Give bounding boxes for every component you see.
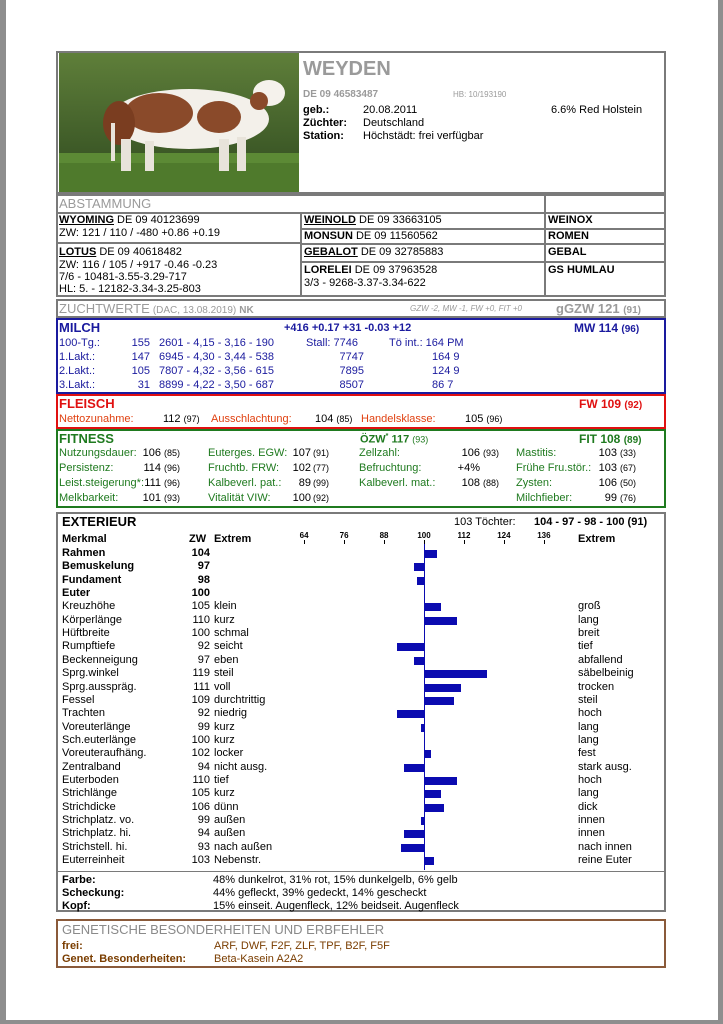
color-value: 48% dunkelrot, 31% rot, 15% dunkelgelb, 6% gelb	[213, 874, 458, 886]
trait-zw: 104	[191, 547, 210, 559]
ozw-sup: *	[385, 433, 389, 440]
zuchtwerte-title: ZUCHTWERTE	[59, 301, 150, 316]
fitness-reliability: (85)	[164, 448, 181, 458]
sire-dam-sire: ROMEN	[548, 230, 589, 242]
milk-row-label: 3.Lakt.:	[59, 379, 96, 391]
trait-name: Euterreinheit	[62, 854, 125, 867]
bull-photo	[59, 53, 299, 192]
trait-extreme-left: nicht ausg.	[214, 760, 268, 773]
fitness-value: 106	[142, 447, 161, 459]
trait-name: Sprg.winkel	[62, 667, 119, 680]
fitness-label: Euterges. EGW:	[208, 447, 288, 459]
station-label: Station:	[303, 130, 344, 142]
breed-share: 6.6% Red Holstein	[551, 104, 643, 116]
trait-extreme-left: Nebenstr.	[214, 854, 262, 867]
trait-name: Hüftbreite	[62, 627, 110, 640]
trait-extreme-right: steil	[578, 693, 598, 706]
trait-zw: 109	[191, 693, 210, 706]
trait-zw: 92	[197, 707, 210, 720]
trait-name: Kreuzhöhe	[62, 600, 116, 613]
trait-name: Sprg.ausspräg.	[62, 680, 137, 693]
trait-extreme-right: lang	[578, 613, 599, 626]
dam-name: LOTUS	[59, 246, 97, 258]
trait-zw: 105	[191, 787, 210, 800]
scale-tick-label: 88	[379, 531, 389, 540]
milk-row-stall: 8507	[339, 379, 364, 391]
trait-extreme-right: hoch	[578, 773, 602, 786]
fit-reliability: (89)	[623, 435, 642, 446]
trait-extreme-left: locker	[214, 747, 244, 760]
scale-tick-label: 100	[417, 531, 431, 540]
milk-value	[574, 321, 639, 335]
trait-extreme-right: innen	[578, 814, 605, 826]
trait-name: Rahmen	[62, 547, 106, 559]
trait-name: Strichplatz. hi.	[62, 827, 132, 840]
bull-name: WEYDEN	[303, 58, 391, 80]
carcass-rel: (85)	[336, 414, 353, 424]
trait-extreme-left: kurz	[214, 613, 235, 626]
trait-bar	[424, 684, 461, 692]
trait-extreme-left: durchtrittig	[214, 693, 266, 706]
fitness-reliability: (33)	[620, 448, 637, 458]
fitness-value: 99	[604, 492, 617, 504]
trait-extreme-left: kurz	[214, 733, 235, 746]
fitness-value: 102	[292, 462, 311, 474]
bull-id: DE 09 46583487	[303, 89, 379, 100]
meat-value	[579, 397, 642, 411]
trait-extreme-left: nach außen	[214, 840, 273, 853]
exterior-box	[56, 512, 666, 912]
trait-name: Voreuteraufhäng.	[62, 747, 147, 760]
trait-bar	[421, 724, 424, 732]
fitness-value: 101	[142, 492, 161, 504]
dam-dam-name: LORELEI	[304, 264, 352, 276]
fitness-reliability: (67)	[620, 463, 637, 473]
free-value: ARF, DWF, F2F, ZLF, TPF, B2F, F5F	[214, 940, 390, 952]
trait-name: Strichdicke	[62, 800, 116, 813]
trait-zw: 106	[191, 800, 210, 813]
trait-zw: 110	[192, 773, 210, 786]
trait-zw: 100	[191, 587, 210, 600]
trait-extreme-left: eben	[214, 653, 239, 666]
scale-tick	[384, 540, 385, 544]
ozw-value	[360, 433, 428, 446]
trait-name: Rumpftiefe	[62, 640, 116, 653]
fitness-label: Persistenz:	[59, 462, 114, 474]
sire-id: DE 09 40123699	[114, 214, 200, 226]
mw-reliability: (96)	[621, 324, 640, 335]
trait-extreme-right: dick	[578, 800, 598, 813]
sire-dam	[304, 230, 438, 242]
born-label: geb.:	[303, 104, 330, 116]
exterior-summary: 104 - 97 - 98 - 100 (91)	[534, 516, 648, 528]
trade-class-zw: 105	[465, 413, 484, 425]
trait-name: Strichplatz. vo.	[62, 814, 135, 826]
scale-tick	[544, 540, 545, 544]
fitness-value: 103	[598, 447, 617, 459]
special-label: Genet. Besonderheiten:	[62, 953, 187, 965]
fitness-label: Fruchtb. FRW:	[208, 462, 280, 474]
fitness-value: 106	[598, 477, 617, 489]
sire-sire-sire: WEINOX	[548, 214, 593, 226]
trait-extreme-left: außen	[214, 827, 246, 840]
trait-extreme-right: lang	[578, 787, 599, 800]
trait-zw: 99	[197, 720, 210, 733]
trait-name: Euter	[62, 587, 91, 600]
trait-bar	[424, 790, 441, 798]
fitness-label: Melkbarkeit:	[59, 492, 119, 504]
exterior-daughters: 103 Töchter:	[454, 516, 516, 528]
sire-dam-name: MONSUN	[304, 230, 353, 242]
trait-extreme-left: kurz	[214, 787, 235, 800]
genetics-title: GENETISCHE BESONDERHEITEN UND ERBFEHLER	[62, 922, 385, 937]
breeding-values-title	[59, 301, 254, 316]
trait-name: Euterboden	[62, 773, 119, 786]
trait-bar	[404, 830, 424, 838]
fitness-value: 114	[143, 462, 161, 474]
fitness-reliability: (93)	[164, 493, 181, 503]
free-label: frei:	[62, 940, 83, 952]
fitness-label: Mastitis:	[516, 447, 557, 459]
gzw-value: gGZW 121	[556, 301, 620, 316]
head-label: Kopf:	[62, 900, 91, 912]
fitness-reliability: (50)	[620, 478, 637, 488]
fitness-reliability: (77)	[313, 463, 330, 473]
page	[6, 0, 718, 1020]
trait-bar	[424, 697, 454, 705]
trait-extreme-right: innen	[578, 827, 605, 840]
trait-extreme-right: lang	[578, 733, 599, 746]
fitness-label: Zysten:	[516, 477, 553, 489]
trait-extreme-left: niedrig	[214, 707, 248, 720]
scale-tick	[304, 540, 305, 544]
trait-extreme-right: lang	[578, 720, 599, 733]
dam-breeding-values: ZW: 116 / 105 / +917 -0.46 -0.23	[59, 259, 218, 271]
spotting-label: Scheckung:	[62, 887, 125, 899]
scale-tick-label: 64	[299, 531, 309, 540]
trait-extreme-left: kurz	[214, 720, 235, 733]
trait-bar	[424, 804, 444, 812]
fitness-label: Kalbeverl. pat.:	[208, 477, 282, 489]
trait-name: Bemuskelung	[62, 560, 135, 573]
fit-number: FIT 108	[579, 432, 621, 446]
zuchtwerte-nk: NK	[239, 305, 254, 316]
fw-value: FW 109	[579, 397, 622, 411]
trait-extreme-left: steil	[214, 667, 234, 680]
gzw-detail: GZW -2, MW -1, FW +0, FIT +0	[410, 304, 523, 313]
fitness-value: 111	[144, 477, 161, 489]
scale-tick	[504, 540, 505, 544]
trait-zw: 97	[197, 560, 210, 573]
trait-extreme-right: hoch	[578, 707, 602, 720]
milk-row-label: 2.Lakt.:	[59, 365, 96, 377]
fitness-reliability: (92)	[313, 493, 330, 503]
trait-bar	[397, 643, 424, 651]
trait-extreme-left: klein	[214, 600, 237, 613]
fitness-label: Kalbeverl. mat.:	[359, 477, 436, 489]
fitness-reliability: (93)	[483, 448, 500, 458]
scale-tick-label: 112	[457, 531, 471, 540]
born-date: 20.08.2011	[363, 104, 418, 116]
trait-bar	[424, 550, 437, 558]
trait-bar	[414, 563, 424, 571]
milk-row-values: 8899 - 4,22 - 3,50 - 687	[159, 379, 274, 391]
trade-class-value	[465, 413, 502, 425]
milk-row-right: Tö int.: 164 PM	[389, 337, 464, 349]
dam-id: DE 09 40618482	[96, 246, 182, 258]
net-gain-zw: 112	[163, 413, 181, 425]
sire-sire-id: DE 09 33663105	[355, 214, 442, 226]
trait-name: Trachten	[62, 707, 106, 720]
spotting-value: 44% gefleckt, 39% gedeckt, 14% gescheckt	[213, 887, 427, 899]
trait-zw: 94	[197, 827, 210, 840]
dam-sire-name: GEBALOT	[304, 246, 358, 258]
trait-bar	[417, 577, 424, 585]
scale-tick	[464, 540, 465, 544]
net-gain-label: Nettozunahme:	[59, 413, 134, 425]
milk-row-stall: 7895	[339, 365, 364, 377]
trait-name: Zentralband	[62, 760, 121, 773]
net-gain-rel: (97)	[183, 414, 200, 424]
fitness-value: 107	[292, 447, 311, 459]
milk-row-values: 7807 - 4,32 - 3,56 - 615	[159, 365, 274, 377]
sire-breeding-values: ZW: 121 / 110 / -480 +0.86 +0.19	[59, 227, 221, 239]
milk-row-count: 105	[131, 365, 150, 377]
breeder-value: Deutschland	[363, 117, 425, 129]
carcass-label: Ausschlachtung:	[211, 413, 292, 425]
axis-100	[424, 544, 425, 870]
trait-name: Strichstell. hi.	[62, 840, 128, 853]
sire	[59, 214, 200, 226]
milk-row-label: 100-Tg.:	[59, 337, 100, 349]
trade-class-rel: (96)	[486, 414, 503, 424]
trait-zw: 100	[191, 627, 210, 640]
trait-bar	[424, 603, 441, 611]
sire-dam-id: DE 09 11560562	[352, 230, 438, 242]
gzw-total	[556, 301, 641, 316]
trait-bar	[421, 817, 424, 825]
trait-bar	[424, 617, 457, 625]
fitness-reliability: (88)	[483, 478, 500, 488]
col-extrem-right: Extrem	[578, 533, 616, 545]
carcass-value	[315, 413, 352, 425]
trait-zw: 103	[191, 854, 210, 867]
exterior-title: EXTERIEUR	[62, 514, 137, 529]
trait-extreme-right: reine Euter	[578, 854, 632, 867]
net-gain-value	[163, 413, 200, 425]
fitness-reliability: (91)	[313, 448, 330, 458]
station-value: Höchstädt: frei verfügbar	[363, 130, 484, 142]
dam-sire	[304, 246, 443, 258]
trait-name: Voreuterlänge	[62, 720, 131, 733]
sire-sire	[304, 214, 442, 226]
scale-tick-label: 76	[339, 531, 349, 540]
herdbook-number: HB: 10/193190	[453, 90, 507, 99]
trait-zw: 98	[197, 573, 210, 586]
trait-zw: 102	[191, 747, 210, 760]
dam	[59, 246, 182, 258]
fitness-reliability: (76)	[620, 493, 637, 503]
trait-extreme-left: außen	[214, 814, 246, 826]
color-label: Farbe:	[62, 874, 96, 886]
trait-bar	[424, 777, 457, 785]
trait-zw: 105	[191, 600, 210, 613]
fitness-title: FITNESS	[59, 431, 114, 446]
fitness-value: +4%	[457, 462, 480, 474]
trait-zw: 99	[197, 814, 210, 826]
fitness-label: Leist.steigerung*:	[59, 477, 144, 489]
dam-dam-sire: GS HUMLAU	[548, 264, 615, 276]
ozw-number: 117	[391, 433, 410, 446]
dam-lifetime: HL: 5. - 12182-3.34-3.25-803	[59, 283, 201, 295]
fitness-value: 103	[598, 462, 617, 474]
milk-summary: +416 +0.17 +31 -0.03 +12	[284, 322, 412, 334]
trade-class-label: Handelsklasse:	[361, 413, 436, 425]
dam-sire-id: DE 09 32785883	[357, 246, 444, 258]
trait-name: Körperlänge	[62, 613, 122, 626]
trait-zw: 111	[193, 680, 210, 693]
fitness-label: Frühe Fru.stör.:	[516, 462, 592, 474]
gzw-reliability: (91)	[623, 305, 641, 316]
dam-dam-id: DE 09 37963528	[351, 264, 438, 276]
scale-tick-label: 136	[537, 531, 551, 540]
trait-extreme-right: säbelbeinig	[578, 667, 634, 680]
dam-lactation-1: 7/6 - 10481-3.55-3.29-717	[59, 271, 187, 283]
special-value: Beta-Kasein A2A2	[214, 953, 304, 965]
trait-zw: 94	[197, 760, 210, 773]
meat-title: FLEISCH	[59, 396, 115, 411]
ozw-label: ÖZW	[360, 433, 386, 446]
dam-dam	[304, 264, 437, 276]
trait-extreme-left: dünn	[214, 800, 239, 813]
scale-tick-label: 124	[497, 531, 511, 540]
trait-extreme-right: abfallend	[578, 653, 623, 666]
trait-bar	[414, 657, 424, 665]
head-value: 15% einseit. Augenfleck, 12% beidseit. Augenfleck	[213, 900, 459, 912]
milk-row-count: 147	[131, 351, 150, 363]
fw-reliability: (92)	[624, 400, 643, 411]
fitness-value: 108	[461, 477, 480, 489]
trait-name: Sch.euterlänge	[62, 733, 136, 746]
fitness-label: Nutzungsdauer:	[59, 447, 137, 459]
trait-extreme-left: tief	[214, 773, 229, 786]
milk-row-count: 31	[137, 379, 150, 391]
trait-zw: 97	[197, 653, 210, 666]
pedigree-title: ABSTAMMUNG	[59, 196, 152, 211]
trait-name: Fessel	[62, 693, 95, 706]
fitness-reliability: (99)	[313, 478, 330, 488]
trait-bar	[424, 750, 431, 758]
milk-row-values: 2601 - 4,15 - 3,16 - 190	[159, 337, 274, 349]
trait-bar	[397, 710, 424, 718]
dam-dam-performance: 3/3 - 9268-3.37-3.34-622	[304, 277, 426, 289]
col-merkmal: Merkmal	[62, 533, 107, 545]
fitness-reliability: (96)	[164, 478, 181, 488]
trait-extreme-left: seicht	[214, 640, 243, 653]
trait-extreme-right: stark ausg.	[578, 760, 632, 773]
trait-bar	[404, 764, 424, 772]
milk-row-right: 86 7	[432, 379, 454, 391]
milk-row-stall: Stall: 7746	[306, 337, 358, 349]
trait-zw: 100	[191, 733, 210, 746]
trait-bar	[424, 857, 434, 865]
trait-zw: 92	[197, 640, 210, 653]
ozw-reliability: (93)	[412, 434, 429, 445]
carcass-zw: 104	[315, 413, 334, 425]
trait-name: Strichlänge	[62, 787, 118, 800]
trait-extreme-right: nach innen	[578, 840, 632, 853]
trait-name: Beckenneigung	[62, 653, 138, 666]
scale-tick	[344, 540, 345, 544]
fitness-label: Befruchtung:	[359, 462, 422, 474]
trait-zw: 110	[192, 613, 210, 626]
zuchtwerte-meta: (DAC, 13.08.2019)	[152, 305, 237, 316]
col-zw: ZW	[189, 533, 207, 545]
trait-extreme-left: schmal	[214, 627, 249, 640]
trait-bar	[401, 844, 424, 852]
meat-row	[59, 413, 134, 425]
trait-name: Fundament	[62, 573, 122, 586]
fitness-label: Zellzahl:	[359, 447, 400, 459]
trait-extreme-right: groß	[578, 600, 601, 613]
dam-sire-sire: GEBAL	[548, 246, 587, 258]
trait-zw: 93	[197, 840, 210, 853]
sire-sire-name: WEINOLD	[304, 214, 356, 226]
fitness-value: 106	[461, 447, 480, 459]
trait-extreme-right: breit	[578, 627, 600, 640]
milk-row-right: 124 9	[432, 365, 460, 377]
mw-value: MW 114	[574, 321, 619, 335]
milk-row-stall: 7747	[339, 351, 364, 363]
milk-title: MILCH	[59, 320, 101, 335]
fitness-label: Milchfieber:	[516, 492, 573, 504]
trait-extreme-right: tief	[578, 640, 593, 653]
col-extrem-left: Extrem	[214, 533, 252, 545]
fit-value	[579, 432, 642, 446]
fitness-value: 100	[292, 492, 311, 504]
milk-row-count: 155	[131, 337, 150, 349]
trait-extreme-left: voll	[214, 680, 231, 693]
trait-bar	[424, 670, 487, 678]
sire-name: WYOMING	[59, 214, 114, 226]
trait-extreme-right: fest	[578, 747, 596, 760]
milk-row-right: 164 9	[432, 351, 460, 363]
fitness-label: Vitalität VIW:	[208, 492, 271, 504]
fitness-value: 89	[298, 477, 311, 489]
milk-row-label: 1.Lakt.:	[59, 351, 96, 363]
milk-row-values: 6945 - 4,30 - 3,44 - 538	[159, 351, 274, 363]
fitness-reliability: (96)	[164, 463, 181, 473]
breeder-label: Züchter:	[303, 117, 347, 129]
trait-extreme-right: trocken	[578, 680, 615, 693]
trait-zw: 119	[192, 667, 210, 680]
